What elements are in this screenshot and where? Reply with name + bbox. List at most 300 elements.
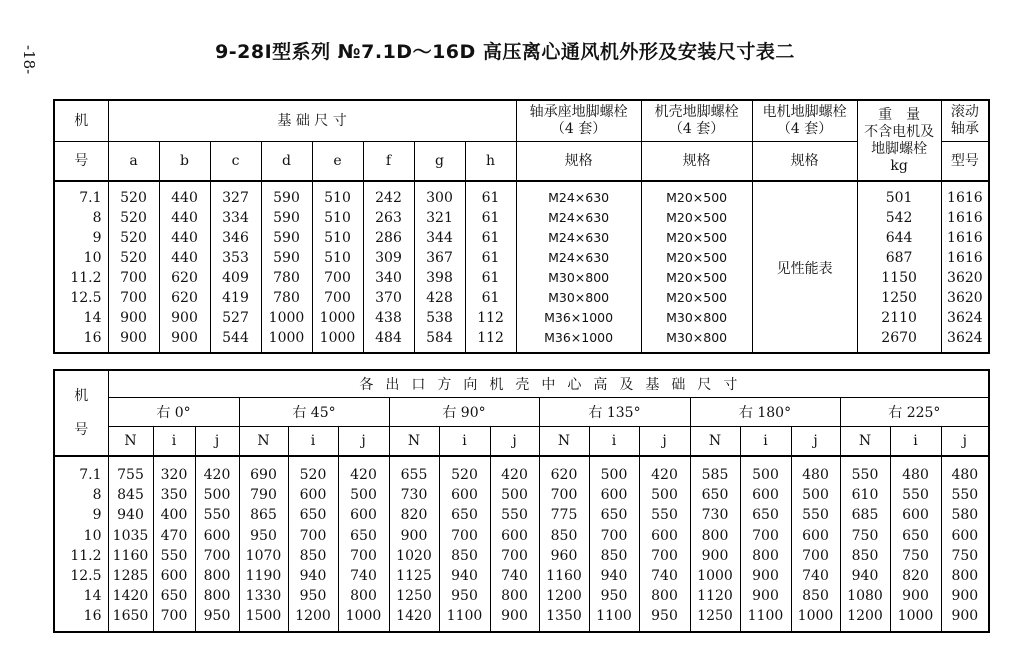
table-cell: 12.5: [70, 567, 102, 584]
table-cell: 600: [600, 487, 628, 504]
table-cell: 500: [600, 467, 628, 483]
table-cell: 600: [350, 507, 377, 524]
table-cell: 3620: [947, 270, 983, 286]
table-cell: 850: [600, 547, 628, 564]
table-cell: 1000: [897, 608, 934, 625]
group-2-i-values: [439, 456, 490, 632]
table-cell: 520: [120, 230, 147, 246]
table-cell: 780: [273, 270, 300, 286]
table-cell: 419: [222, 290, 249, 306]
group-5-j-values: [941, 456, 989, 632]
group-4-j-values: [791, 456, 840, 632]
col-f-header: f: [363, 142, 414, 182]
table-cell: 590: [273, 230, 300, 246]
table-cell: 620: [171, 290, 198, 306]
table-cell: 585: [701, 467, 729, 483]
table-cell: 1190: [245, 567, 282, 584]
sub-header-N: N: [239, 427, 288, 457]
table-cell: 500: [350, 487, 377, 504]
table-cell: 850: [550, 527, 578, 544]
table-cell: 600: [802, 527, 829, 544]
table-cell: 420: [203, 467, 231, 483]
col-d-values: [261, 181, 312, 353]
table-cell: 900: [120, 310, 147, 326]
table-cell: 61: [481, 210, 500, 226]
header-motor-bolt: 电机地脚螺栓 （4 套）: [752, 100, 857, 142]
table-cell: M20×500: [666, 230, 728, 245]
table-cell: 1035: [112, 527, 149, 544]
table-cell: 850: [451, 547, 478, 564]
table-cell: 790: [250, 487, 277, 504]
table-cell: 501: [885, 190, 913, 206]
table-cell: 2110: [881, 310, 917, 326]
casing-bolt-values: [641, 181, 752, 353]
table-cell: 650: [451, 507, 478, 524]
table-cell: 1616: [947, 210, 983, 226]
table-cell: 950: [203, 608, 231, 625]
table-cell: 850: [851, 547, 879, 564]
bearing-bolt-values: [516, 181, 641, 353]
sub-header-j: j: [490, 427, 539, 457]
table-cell: 500: [752, 467, 779, 483]
table-cell: 1080: [847, 588, 883, 605]
table-cell: 510: [324, 250, 351, 266]
sub-header-j: j: [791, 427, 840, 457]
table-cell: 550: [501, 507, 528, 524]
direction-90: 右 90°: [389, 398, 539, 427]
table-cell: 1200: [295, 608, 331, 625]
table-cell: 61: [481, 250, 500, 266]
table-cell: 9: [92, 230, 102, 246]
table-cell: 655: [400, 467, 428, 483]
table-cell: 8: [92, 210, 102, 226]
table-cell: 700: [802, 547, 829, 564]
group-2-j-values: [490, 456, 539, 632]
group-5-N-values: [840, 456, 890, 632]
table-cell: 510: [324, 190, 351, 206]
col-g-header: g: [414, 142, 465, 182]
sub-header-i: i: [589, 427, 639, 457]
sub-header-N: N: [389, 427, 439, 457]
group-3-N-values: [539, 456, 589, 632]
table-cell: 730: [701, 507, 729, 524]
header-ji-hao: 机 号: [54, 370, 108, 456]
table-cell: 440: [171, 250, 198, 266]
table-cell: 14: [83, 310, 102, 326]
table-cell: 650: [299, 507, 327, 524]
table-cell: 800: [501, 588, 528, 605]
table-cell: 1120: [697, 588, 733, 605]
table-cell: M36×1000: [544, 330, 614, 345]
col-c-header: c: [210, 142, 261, 182]
installation-dimension-table: [53, 99, 990, 354]
table-cell: 700: [324, 270, 351, 286]
table-cell: 740: [802, 567, 829, 584]
table-cell: 950: [600, 588, 628, 605]
table-cell: M30×800: [548, 270, 610, 285]
table-cell: 1100: [446, 608, 483, 625]
table-cell: 7.1: [79, 467, 102, 483]
direction-135: 右 135°: [539, 398, 690, 427]
table-cell: 544: [222, 330, 249, 346]
sub-header-N: N: [840, 427, 890, 457]
table-cell: 16: [83, 608, 102, 625]
table-cell: 1420: [112, 588, 149, 605]
table-cell: 900: [752, 588, 779, 605]
table-cell: 800: [203, 588, 231, 605]
table-cell: 61: [481, 270, 500, 286]
table-cell: 428: [426, 290, 453, 306]
table-cell: 600: [951, 527, 979, 544]
table-cell: M24×630: [548, 190, 610, 205]
bearing-bolt-spec-header: 规格: [516, 142, 641, 182]
table-cell: 900: [951, 588, 979, 605]
table-cell: 700: [120, 270, 147, 286]
table-cell: 420: [651, 467, 678, 483]
table-cell: 700: [299, 527, 327, 544]
table-cell: 1160: [546, 567, 582, 584]
table-cell: 550: [802, 507, 829, 524]
table-cell: 950: [250, 527, 277, 544]
table-cell: 700: [120, 290, 147, 306]
col-a-values: [108, 181, 159, 353]
bearing-model-values: [941, 181, 989, 353]
table-cell: 1100: [596, 608, 632, 625]
table-cell: 685: [851, 507, 879, 524]
table-cell: 263: [375, 210, 402, 226]
table-cell: 600: [501, 527, 528, 544]
table-cell: 900: [171, 330, 198, 346]
table-cell: 334: [222, 210, 249, 226]
table-cell: M30×800: [666, 330, 728, 345]
col-h-header: h: [465, 142, 516, 182]
table-cell: 620: [171, 270, 198, 286]
table-cell: 800: [651, 588, 678, 605]
table-cell: M36×1000: [544, 310, 614, 325]
table-cell: 550: [851, 467, 879, 483]
group-3-j-values: [639, 456, 690, 632]
header-bearing: 滚动 轴承: [941, 100, 989, 142]
table-cell: 644: [885, 230, 913, 246]
table-cell: 700: [203, 547, 231, 564]
table-cell: 590: [273, 250, 300, 266]
table-cell: 940: [451, 567, 478, 584]
table-cell: 327: [222, 190, 249, 206]
table-cell: 10: [83, 527, 102, 544]
table-cell: 9: [92, 507, 102, 524]
table-cell: 480: [951, 467, 979, 483]
casing-bolt-spec-header: 规格: [641, 142, 752, 182]
table-cell: 900: [171, 310, 198, 326]
col-c-values: [210, 181, 261, 353]
table-cell: 300: [426, 190, 453, 206]
sub-header-j: j: [195, 427, 239, 457]
table-cell: M30×800: [548, 290, 610, 305]
table-cell: 1420: [396, 608, 432, 625]
col-e-values: [312, 181, 363, 353]
table-cell: 1250: [396, 588, 432, 605]
direction-180: 右 180°: [690, 398, 840, 427]
table-cell: 960: [550, 547, 578, 564]
table-cell: 700: [651, 547, 678, 564]
table-cell: 440: [171, 230, 198, 246]
group-1-i-values: [288, 456, 338, 632]
table-cell: 440: [171, 210, 198, 226]
table-cell: M20×500: [666, 290, 728, 305]
direction-225: 右 225°: [840, 398, 989, 427]
table-cell: 1150: [881, 270, 917, 286]
table-cell: 309: [375, 250, 402, 266]
table-cell: 400: [160, 507, 188, 524]
table-cell: 480: [902, 467, 929, 483]
table-cell: M30×800: [666, 310, 728, 325]
table-cell: 550: [160, 547, 188, 564]
table-cell: 440: [171, 190, 198, 206]
table-cell: 687: [885, 250, 913, 266]
table-cell: 750: [902, 547, 929, 564]
table-cell: 850: [299, 547, 327, 564]
table-cell: 650: [701, 487, 729, 504]
sub-header-i: i: [153, 427, 195, 457]
table-cell: 650: [160, 588, 188, 605]
table-cell: 520: [120, 250, 147, 266]
page-title: 9-28Ⅰ型系列 №7.1D～16D 高压离心通风机外形及安装尺寸表二: [215, 41, 795, 63]
header-hao: 号: [54, 142, 108, 182]
table-cell: 845: [117, 487, 144, 504]
sub-header-j: j: [639, 427, 690, 457]
table-cell: 520: [451, 467, 478, 483]
table-cell: 590: [273, 190, 300, 206]
table-cell: 610: [851, 487, 879, 504]
table-cell: 420: [350, 467, 377, 483]
table-cell: 900: [701, 547, 729, 564]
table-cell: 7.1: [79, 190, 102, 206]
sub-header-N: N: [539, 427, 589, 457]
table-cell: 780: [273, 290, 300, 306]
table-cell: 600: [203, 527, 231, 544]
table-cell: 510: [324, 230, 351, 246]
table-cell: 1650: [112, 608, 149, 625]
table-cell: 620: [550, 467, 578, 483]
table-cell: 500: [203, 487, 231, 504]
bearing-model-header: 型号: [941, 142, 989, 182]
col-f-values: [363, 181, 414, 353]
col-a-header: a: [108, 142, 159, 182]
table-cell: 527: [222, 310, 249, 326]
table-cell: 1000: [319, 310, 356, 326]
table-cell: 353: [222, 250, 249, 266]
table-cell: 800: [951, 567, 979, 584]
table-cell: 700: [160, 608, 188, 625]
table-cell: 950: [651, 608, 678, 625]
table-cell: 740: [501, 567, 528, 584]
table-cell: 3624: [947, 330, 983, 346]
table-cell: 1200: [546, 588, 582, 605]
table-cell: 500: [802, 487, 829, 504]
table-cell: 950: [299, 588, 327, 605]
table-cell: 940: [117, 507, 144, 524]
table-cell: 1000: [697, 567, 733, 584]
group-0-j-values: [195, 456, 239, 632]
table-cell: 542: [885, 210, 913, 226]
table-cell: M20×500: [666, 250, 728, 265]
col-d-header: d: [261, 142, 312, 182]
table-cell: 1285: [112, 567, 149, 584]
table-cell: 12.5: [70, 290, 102, 306]
table-cell: 112: [477, 330, 504, 346]
table-cell: 1000: [268, 310, 305, 326]
table-cell: 1250: [881, 290, 917, 306]
group-3-i-values: [589, 456, 639, 632]
table-cell: 10: [83, 250, 102, 266]
header-ji: 机: [54, 100, 108, 142]
group-0-i-values: [153, 456, 195, 632]
group-1-N-values: [239, 456, 288, 632]
table-cell: 900: [902, 588, 929, 605]
table-cell: 600: [451, 487, 478, 504]
table-cell: 11.2: [70, 270, 102, 286]
table-cell: 800: [752, 547, 779, 564]
table-cell: 900: [120, 330, 147, 346]
table-cell: 1330: [245, 588, 282, 605]
table-cell: 346: [222, 230, 249, 246]
table-cell: 1160: [112, 547, 149, 564]
table-cell: 850: [802, 588, 829, 605]
table-cell: 112: [477, 310, 504, 326]
table-cell: 600: [299, 487, 327, 504]
table-cell: 550: [902, 487, 929, 504]
table-cell: 800: [203, 567, 231, 584]
sub-header-N: N: [690, 427, 740, 457]
col-b-header: b: [159, 142, 210, 182]
direction-45: 右 45°: [239, 398, 389, 427]
table-cell: 1020: [396, 547, 432, 564]
table-cell: 1350: [546, 608, 582, 625]
table-cell: 500: [651, 487, 678, 504]
table-cell: 900: [752, 567, 779, 584]
table-cell: 1616: [947, 190, 983, 206]
table-cell: 3620: [947, 290, 983, 306]
table-cell: M20×500: [666, 270, 728, 285]
header-casing-bolt: 机壳地脚螺栓 （4 套）: [641, 100, 752, 142]
table-cell: 950: [451, 588, 478, 605]
table-cell: 900: [501, 608, 528, 625]
header-outlet-title: 各出口方向机壳中心高及基础尺寸: [108, 370, 989, 398]
table-cell: 1000: [268, 330, 305, 346]
table-cell: 470: [160, 527, 188, 544]
table-cell: 484: [375, 330, 402, 346]
table-cell: 755: [117, 467, 144, 483]
table-cell: 1070: [245, 547, 282, 564]
group-2-N-values: [389, 456, 439, 632]
table-cell: 242: [375, 190, 402, 206]
table-cell: 700: [752, 527, 779, 544]
models-column: [54, 181, 108, 353]
weight-values: [857, 181, 941, 353]
sub-header-j: j: [941, 427, 989, 457]
table-cell: 14: [83, 588, 102, 605]
sub-header-i: i: [288, 427, 338, 457]
table-cell: 500: [501, 487, 528, 504]
col-b-values: [159, 181, 210, 353]
header-weight: 重 量 不含电机及 地脚螺栓 kg: [857, 100, 941, 181]
table-cell: 690: [250, 467, 277, 483]
table-cell: 650: [600, 507, 628, 524]
table-cell: 800: [701, 527, 729, 544]
motor-bolt-spec-header: 规格: [752, 142, 857, 182]
table-cell: 1250: [697, 608, 733, 625]
table-cell: 1200: [847, 608, 883, 625]
table-cell: 600: [902, 507, 929, 524]
table-cell: 350: [160, 487, 188, 504]
table-cell: 600: [752, 487, 779, 504]
group-5-i-values: [890, 456, 941, 632]
table-cell: 730: [400, 487, 428, 504]
table-cell: 1000: [345, 608, 382, 625]
col-h-values: [465, 181, 516, 353]
table-cell: 2670: [881, 330, 917, 346]
table-cell: 538: [426, 310, 453, 326]
table-cell: 820: [902, 567, 929, 584]
table-cell: 750: [851, 527, 879, 544]
table-cell: 650: [752, 507, 779, 524]
table-cell: 1100: [747, 608, 784, 625]
header-bearing-bolt: 轴承座地脚螺栓 （4 套）: [516, 100, 641, 142]
models-column-2: [54, 456, 108, 632]
table-cell: M24×630: [548, 250, 610, 265]
table-cell: M24×630: [548, 230, 610, 245]
table-cell: 700: [324, 290, 351, 306]
table-cell: 1616: [947, 250, 983, 266]
group-1-j-values: [338, 456, 389, 632]
table-cell: 590: [273, 210, 300, 226]
table-cell: M20×500: [666, 210, 728, 225]
table-cell: 61: [481, 230, 500, 246]
table-cell: 1500: [245, 608, 282, 625]
table-cell: 8: [92, 487, 102, 504]
sub-header-i: i: [439, 427, 490, 457]
table-cell: 409: [222, 270, 249, 286]
table-cell: 550: [203, 507, 231, 524]
table-cell: 650: [350, 527, 377, 544]
header-foundation: 基 础 尺 寸: [108, 100, 516, 142]
group-4-i-values: [740, 456, 791, 632]
table-cell: 16: [83, 330, 102, 346]
table-cell: 940: [299, 567, 327, 584]
table-cell: 11.2: [70, 547, 102, 564]
table-cell: 600: [651, 527, 678, 544]
table-cell: 370: [375, 290, 402, 306]
table-cell: 1000: [319, 330, 356, 346]
table-cell: 900: [400, 527, 428, 544]
table-cell: 340: [375, 270, 402, 286]
table-cell: 367: [426, 250, 453, 266]
table-cell: 61: [481, 290, 500, 306]
table-cell: 940: [600, 567, 628, 584]
table-cell: 398: [426, 270, 453, 286]
table-cell: 580: [951, 507, 979, 524]
table-cell: 438: [375, 310, 402, 326]
table-cell: 510: [324, 210, 351, 226]
table-cell: 700: [350, 547, 377, 564]
table-cell: 775: [550, 507, 578, 524]
table-cell: 700: [501, 547, 528, 564]
page-number: -18-: [20, 45, 38, 75]
direction-0: 右 0°: [108, 398, 239, 427]
table-cell: 550: [951, 487, 979, 504]
table-cell: 750: [951, 547, 979, 564]
table-cell: 420: [501, 467, 528, 483]
